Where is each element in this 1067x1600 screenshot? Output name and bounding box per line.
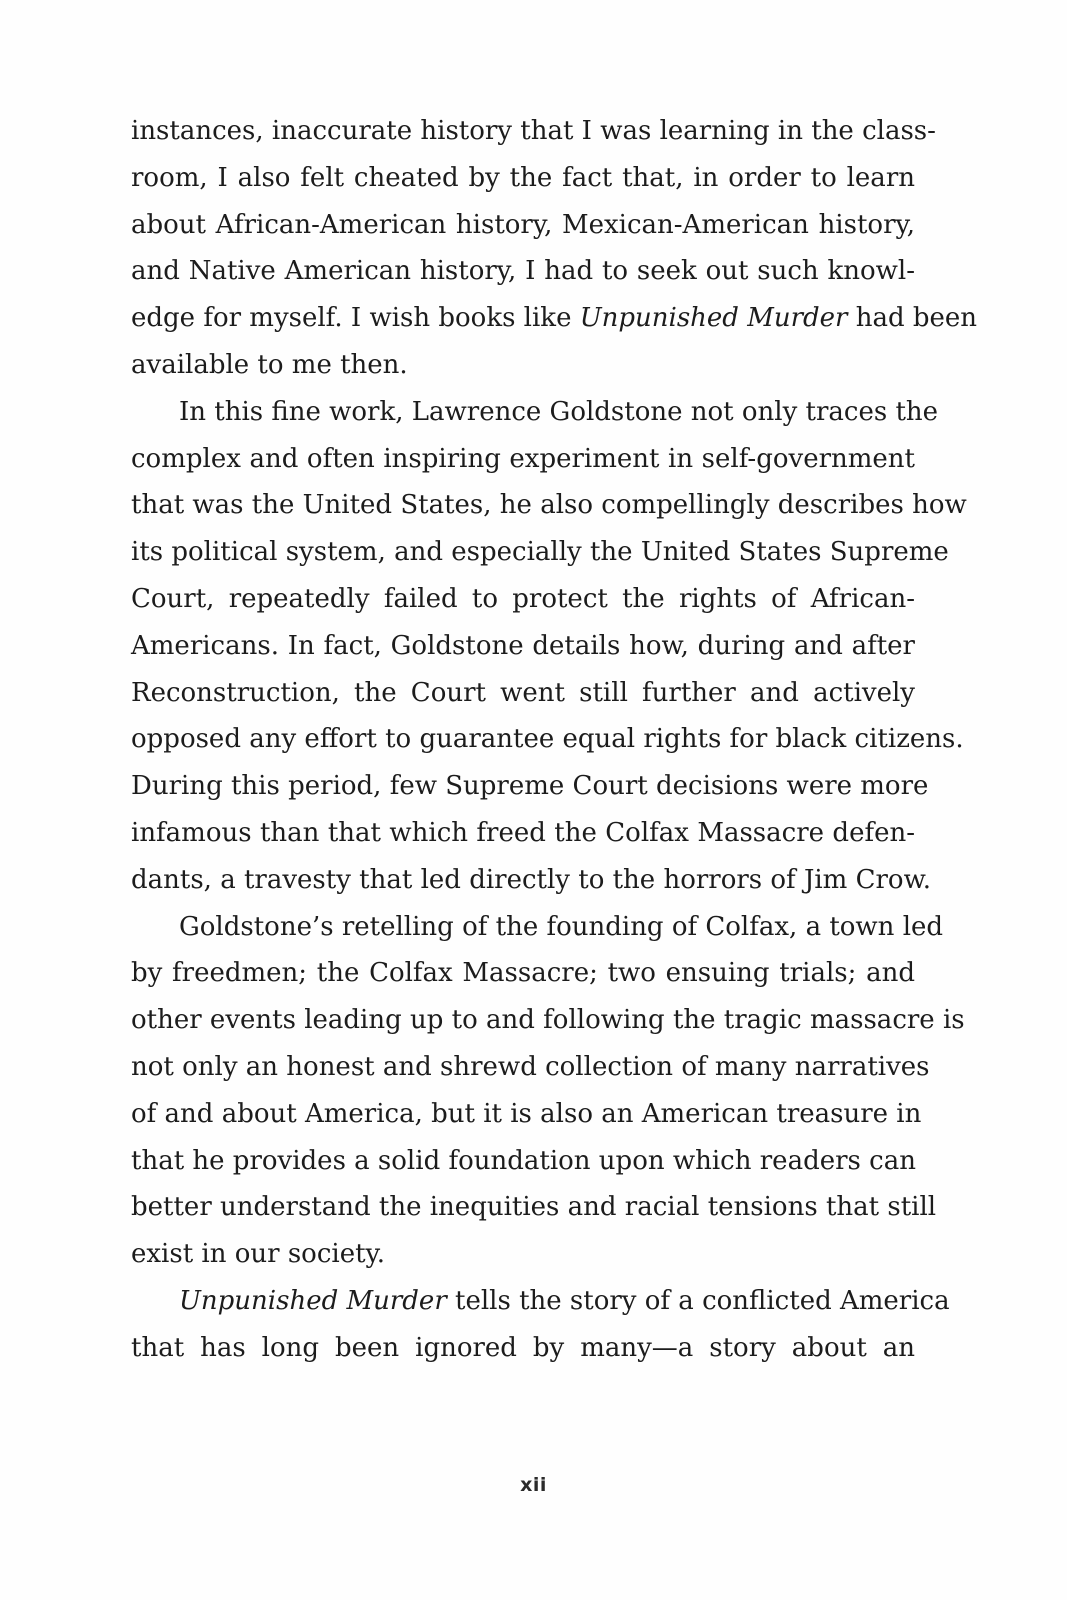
italic-title: Unpunished Murder: [179, 1285, 447, 1316]
text-run: its political system, and especially the United States Supreme: [131, 537, 949, 568]
text-line: [131, 342, 915, 389]
text-line: [131, 763, 929, 810]
text-run: not only an honest and shrewd collection of many narratives: [131, 1051, 930, 1082]
text-line: [131, 810, 915, 857]
text-run: tells the story of a conflicted America: [446, 1285, 950, 1316]
text-line: [131, 529, 949, 576]
text-run: complex and often inspiring experiment in self-government: [131, 443, 915, 474]
text-run: During this period, few Supreme Court decisions were more: [131, 771, 929, 802]
text-run: better understand the inequities and racial tensions that still: [131, 1192, 937, 1223]
text-line: [131, 1325, 915, 1372]
text-line: [131, 997, 965, 1044]
text-line: [131, 482, 967, 529]
text-run: of and about America, but it is also an American treasure in: [131, 1098, 922, 1129]
text-line: [131, 1091, 922, 1138]
text-run: had been: [847, 303, 978, 334]
text-line: [131, 202, 915, 249]
text-line: [131, 1184, 937, 1231]
text-run: Reconstruction, the Court went still further and actively: [131, 677, 915, 708]
text-line: [131, 1231, 915, 1278]
text-run: and Native American history, I had to seek out such knowl-: [131, 256, 915, 287]
body-text: [131, 108, 978, 1372]
text-line: [131, 248, 915, 295]
text-run: about African-American history, Mexican-American history,: [131, 209, 915, 240]
text-line: [131, 950, 915, 997]
italic-title: Unpunished Murder: [579, 303, 848, 334]
text-line: [131, 295, 978, 342]
text-run: room, I also felt cheated by the fact that, in order to learn: [131, 162, 915, 193]
text-line: [131, 670, 915, 717]
text-line: [131, 1138, 915, 1185]
text-line: [131, 108, 936, 155]
text-run: instances, inaccurate history that I was learning in the class-: [131, 116, 936, 146]
text-run: opposed any effort to guarantee equal rights for black citizens.: [131, 724, 964, 755]
text-run: Americans. In fact, Goldstone details how, during and after: [131, 630, 915, 661]
text-line: [131, 1044, 930, 1091]
text-run: other events leading up to and following the tragic massacre is: [131, 1005, 965, 1036]
page-number: xii: [520, 1474, 547, 1496]
text-line: [131, 623, 915, 670]
text-run: dants, a travesty that led directly to the horrors of Jim Crow.: [131, 864, 932, 895]
text-run: edge for myself. I wish books like: [131, 303, 580, 334]
text-run: In this fine work, Lawrence Goldstone not only traces the: [179, 396, 939, 427]
text-line: [131, 857, 932, 904]
text-run: Goldstone’s retelling of the founding of Colfax, a town led: [179, 911, 944, 942]
text-line: [131, 716, 964, 763]
text-run: infamous than that which freed the Colfax Massacre defen-: [131, 817, 915, 848]
text-line: [131, 389, 939, 436]
text-line: [131, 436, 915, 483]
text-run: available to me then.: [131, 349, 408, 380]
text-line: [131, 904, 944, 951]
text-run: that has long been ignored by many—a story about an: [131, 1332, 915, 1363]
text-run: by freedmen; the Colfax Massacre; two ensuing trials; and: [131, 958, 915, 989]
text-line: [131, 576, 915, 623]
text-run: Court, repeatedly failed to protect the rights of African-: [131, 583, 915, 614]
text-run: exist in our society.: [131, 1239, 386, 1270]
text-line: [131, 1278, 950, 1325]
text-line: [131, 155, 915, 202]
text-run: that was the United States, he also compellingly describes how: [131, 490, 967, 521]
text-run: that he provides a solid foundation upon which readers can: [131, 1145, 916, 1176]
